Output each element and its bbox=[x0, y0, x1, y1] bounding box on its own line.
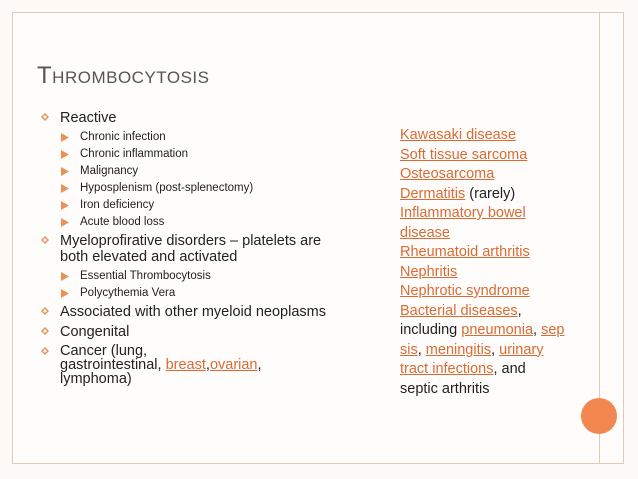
sublist-item: Essential Thrombocytosis bbox=[38, 269, 378, 283]
bullet-icon bbox=[38, 110, 52, 126]
link-nephritis[interactable]: Nephritis bbox=[400, 263, 458, 280]
bullet-icon bbox=[60, 149, 70, 160]
bullet-icon bbox=[38, 324, 52, 340]
link-nephrotic-syndrome[interactable]: Nephrotic syndrome bbox=[400, 283, 530, 299]
link-soft-tissue-sarcoma[interactable]: Soft tissue sarcoma bbox=[400, 146, 528, 163]
bullet-icon bbox=[60, 166, 70, 177]
sublist-item: Polycythemia Vera bbox=[38, 286, 378, 300]
bullet-icon bbox=[60, 217, 70, 228]
link-osteosarcoma[interactable]: Osteosarcoma bbox=[400, 166, 495, 182]
septic-arthritis-text: septic arthritis bbox=[400, 380, 490, 397]
link-pneumonia[interactable]: pneumonia bbox=[461, 322, 534, 338]
bullet-icon bbox=[38, 304, 52, 320]
bullet-icon bbox=[60, 271, 70, 282]
sublist-item: Hyposplenism (post-splenectomy) bbox=[38, 181, 378, 195]
link-rheumatoid-arthritis[interactable]: Rheumatoid arthritis bbox=[400, 244, 530, 260]
sublist-item: Acute blood loss bbox=[38, 215, 378, 229]
link-sepsis-cont[interactable]: sis bbox=[400, 341, 418, 358]
sublist bbox=[38, 269, 378, 300]
sublist-item: Chronic infection bbox=[38, 130, 378, 144]
link-ibd[interactable]: Inflammatory bowel bbox=[400, 205, 526, 221]
link-urinary[interactable]: urinary bbox=[499, 341, 544, 358]
list-item-text: Reactive bbox=[60, 110, 117, 126]
sublist-item: Chronic inflammation bbox=[38, 147, 378, 161]
bullet-icon bbox=[38, 233, 52, 249]
right-column: Kawasaki disease Soft tissue sarcoma Osteosarcoma Dermatitis (rarely) Inflammatory bowel disease Rheumatoid arthritis Nephritis Nephrotic syndrome Bacterial diseases, including pneumonia, sep sis, meningitis, urinary tract infections, and septic arthritis bbox=[400, 127, 565, 397]
list-item-text: Associated with other myeloid neoplasms bbox=[60, 304, 326, 320]
list-item-text: both elevated and activated bbox=[60, 249, 238, 265]
left-column bbox=[38, 110, 378, 390]
bullet-icon bbox=[60, 200, 70, 211]
link-breast[interactable]: breast bbox=[165, 357, 206, 373]
bullet-icon bbox=[60, 183, 70, 194]
list-item bbox=[38, 324, 378, 340]
link-dermatitis[interactable]: Dermatitis bbox=[400, 185, 466, 202]
link-bacterial-diseases[interactable]: Bacterial diseases bbox=[400, 302, 518, 319]
bullet-icon bbox=[60, 132, 70, 143]
list-item-text: Congenital bbox=[60, 324, 130, 340]
list-item bbox=[38, 233, 378, 265]
link-kawasaki[interactable]: Kawasaki disease bbox=[400, 127, 517, 143]
list-item-text: Cancer (lung, bbox=[60, 343, 148, 359]
sublist-item: Iron deficiency bbox=[38, 198, 378, 212]
list-item: Cancer (lung, gastrointestinal, breast,ovarian, lymphoma) bbox=[38, 344, 378, 386]
list-item bbox=[38, 110, 378, 126]
sublist bbox=[38, 130, 378, 229]
list-item-text: Myeloprofirative disorders – platelets are bbox=[60, 233, 322, 249]
link-uti[interactable]: tract infections bbox=[400, 361, 494, 377]
bullet-icon bbox=[38, 344, 52, 360]
sublist-item: Malignancy bbox=[38, 164, 378, 178]
link-meningitis[interactable]: meningitis bbox=[425, 341, 492, 358]
link-sepsis[interactable]: sep bbox=[541, 322, 565, 338]
decorative-circle bbox=[581, 398, 617, 434]
frame-vertical-line bbox=[599, 12, 600, 464]
slide-title: THROMBOCYTOSIS bbox=[37, 62, 210, 89]
link-ibd-cont[interactable]: disease bbox=[400, 224, 450, 241]
link-ovarian[interactable]: ovarian bbox=[209, 357, 258, 373]
list-item bbox=[38, 304, 378, 320]
bullet-icon bbox=[60, 288, 70, 299]
